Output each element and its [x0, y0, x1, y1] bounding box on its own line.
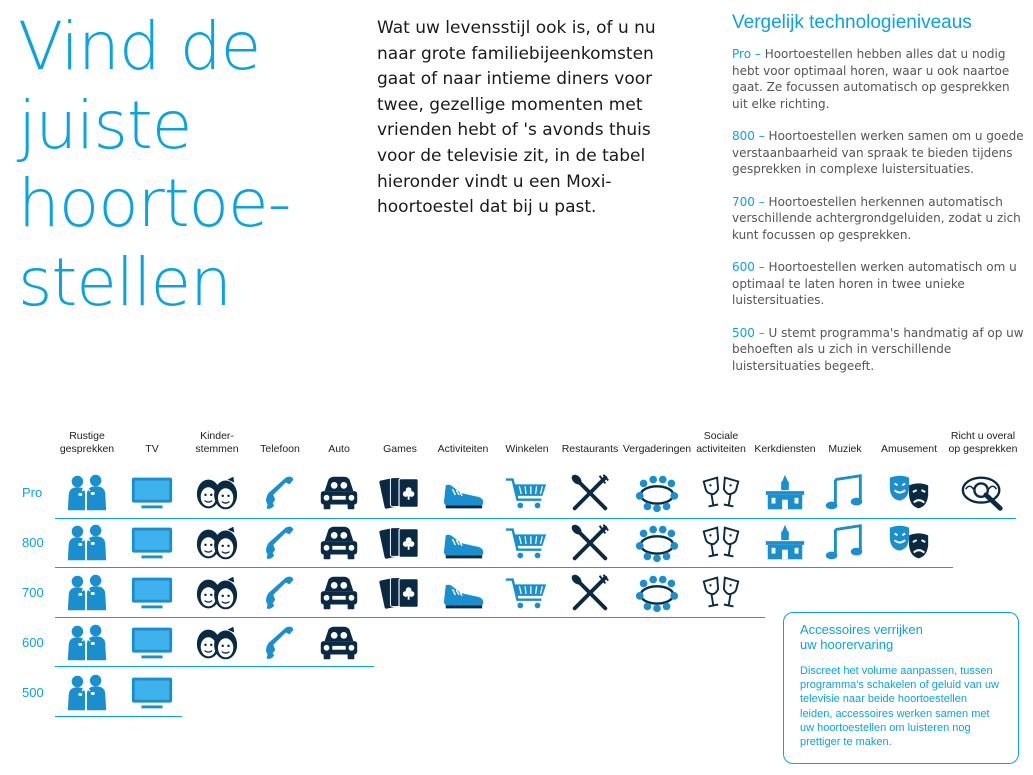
- car-icon: [316, 473, 362, 513]
- column-header: Winkelen: [505, 443, 549, 455]
- cutlery-icon: [567, 573, 613, 613]
- toast-glasses-icon: [698, 473, 744, 513]
- level-label: 500 –: [732, 325, 765, 340]
- shopping-cart-icon: [504, 573, 550, 613]
- phone-icon: [257, 473, 303, 513]
- level-label: 600 –: [732, 260, 765, 274]
- column-header: Kerkdiensten: [754, 443, 816, 455]
- intro-paragraph: Wat uw levensstijl ook is, of u nu naar grote familiebijeenkomsten gaat of naar intieme diners voor twee, gezellige momenten met vrienden hebt of 's avonds thuis voor de televisie zit, in de tabel hieronder vindt u een Moxi-hoortoestel dat bij u past.: [377, 18, 656, 218]
- row-divider: [55, 518, 1016, 519]
- column-header: Richt u overal op gesprekken: [948, 430, 1018, 455]
- conversation-icon: [64, 573, 110, 613]
- car-icon: [316, 573, 362, 613]
- column-header: Sociale activiteiten: [696, 430, 746, 455]
- column-header: Activiteiten: [437, 443, 489, 455]
- children-icon: [194, 523, 240, 563]
- level-pro-description: [732, 46, 1028, 112]
- tv-icon: [129, 573, 175, 613]
- meeting-icon: [634, 523, 680, 563]
- toast-glasses-icon: [698, 573, 744, 613]
- column-header: Kinder- stemmen: [195, 430, 239, 455]
- phone-icon: [257, 623, 303, 663]
- column-header: Muziek: [828, 443, 862, 455]
- sneaker-icon: [440, 573, 486, 613]
- shopping-cart-icon: [504, 523, 550, 563]
- level-700-description: [732, 194, 1028, 244]
- level-600-description: [732, 259, 1028, 309]
- level-text: Hoortoestellen herkennen automatisch verschillende achtergrondgeluiden, zodat u zich kunt focussen op gesprekken.: [732, 194, 1021, 242]
- tv-icon: [129, 623, 175, 663]
- row-divider: [55, 567, 953, 568]
- cards-icon: [377, 473, 423, 513]
- row-label: 600: [22, 635, 44, 650]
- toast-glasses-icon: [698, 523, 744, 563]
- column-header: Restaurants: [561, 443, 619, 455]
- cards-icon: [377, 523, 423, 563]
- children-icon: [194, 473, 240, 513]
- level-500-description: [732, 325, 1028, 375]
- column-header: Games: [383, 443, 417, 455]
- row-label: Pro: [22, 485, 43, 500]
- page-title: Vind de juiste hoortoe- stellen: [18, 8, 291, 321]
- phone-icon: [257, 573, 303, 613]
- conversation-icon: [64, 523, 110, 563]
- car-icon: [316, 523, 362, 563]
- row-divider: [55, 617, 765, 618]
- column-header: Telefoon: [260, 443, 300, 455]
- row-label: 800: [22, 535, 44, 550]
- sneaker-icon: [440, 473, 486, 513]
- technology-levels-title: Vergelijk technologieniveaus: [732, 12, 972, 33]
- level-text: U stemt programma's handmatig af op uw behoeften als u zich in verschillende luistersituaties begeeft.: [732, 325, 1024, 373]
- cutlery-icon: [567, 473, 613, 513]
- sneaker-icon: [440, 523, 486, 563]
- theater-masks-icon: [886, 473, 932, 513]
- level-text: Hoortoestellen werken samen om u goede verstaanbaarheid van spraak te bieden tijdens gesprekken in complexe luistersituaties.: [732, 129, 1024, 176]
- cards-icon: [377, 573, 423, 613]
- row-label: 500: [22, 685, 44, 700]
- technology-levels-section: [732, 12, 1028, 390]
- church-icon: [762, 523, 808, 563]
- car-icon: [316, 623, 362, 663]
- level-text: Hoortoestellen werken automatisch om u optimaal te laten horen in twee unieke luistersituaties.: [732, 260, 1017, 307]
- conversation-icon: [64, 473, 110, 513]
- column-header: Rustige gesprekken: [59, 430, 115, 455]
- music-note-icon: [822, 523, 868, 563]
- church-icon: [762, 473, 808, 513]
- accessories-box: [783, 612, 1019, 764]
- zoom-speech-icon: [960, 473, 1006, 513]
- shopping-cart-icon: [504, 473, 550, 513]
- level-label: Pro –: [732, 47, 761, 61]
- music-note-icon: [822, 473, 868, 513]
- accessories-title: Accessoires verrijken uw hoorervaring: [800, 622, 923, 652]
- children-icon: [194, 573, 240, 613]
- meeting-icon: [634, 573, 680, 613]
- tv-icon: [129, 473, 175, 513]
- level-label: 700 –: [732, 194, 765, 209]
- phone-icon: [257, 523, 303, 563]
- meeting-icon: [634, 473, 680, 513]
- accessories-text: Discreet het volume aanpassen, tussen programma's schakelen of geluid van uw televisie naar beide hoortoestellen leiden, accessoires werken samen met uw hoortoestellen om luisteren nog prettiger te maken.: [800, 665, 999, 749]
- theater-masks-icon: [886, 523, 932, 563]
- children-icon: [194, 623, 240, 663]
- row-divider: [55, 716, 182, 717]
- row-label: 700: [22, 585, 44, 600]
- conversation-icon: [64, 673, 110, 713]
- column-header: TV: [145, 443, 159, 455]
- level-800-description: [732, 128, 1028, 178]
- row-divider: [55, 666, 374, 667]
- cutlery-icon: [567, 523, 613, 563]
- column-header: Auto: [328, 443, 350, 455]
- conversation-icon: [64, 623, 110, 663]
- column-header: Vergaderingen: [622, 443, 692, 455]
- level-text: Hoortoestellen hebben alles dat u nodig hebt voor optimaal horen, waar u ook naartoe gaat. Ze focussen automatisch op gesprekken uit elke richting.: [732, 47, 1010, 111]
- column-header: Amusement: [880, 443, 938, 455]
- level-label: 800 –: [732, 129, 765, 143]
- tv-icon: [129, 523, 175, 563]
- tv-icon: [129, 673, 175, 713]
